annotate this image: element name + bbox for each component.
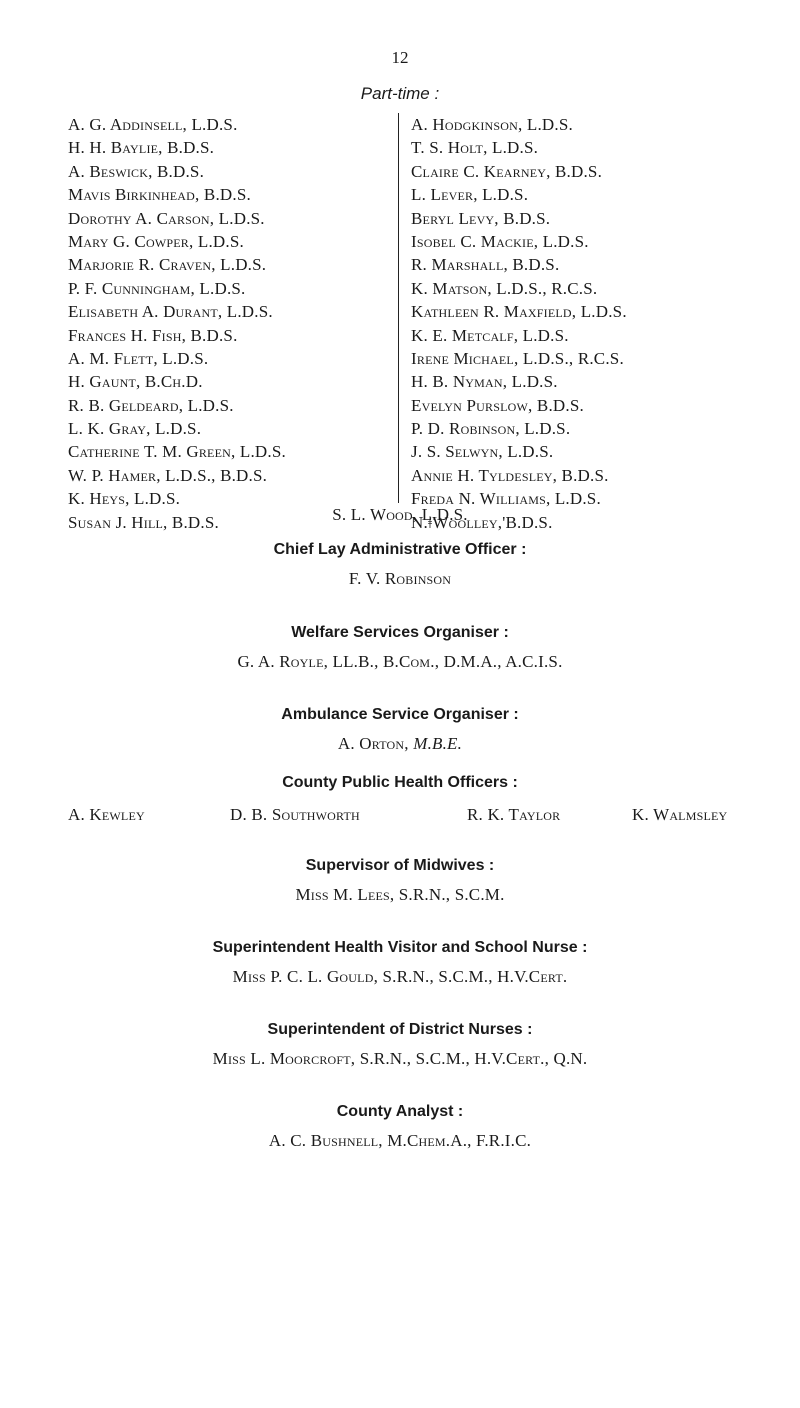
- staff-name: P. F. Cunningham, L.D.S.: [68, 278, 246, 298]
- staff-name: J. S. Selwyn, L.D.S.: [411, 442, 554, 462]
- staff-name: N.ǂWoolley,'B.D.S.: [411, 512, 553, 532]
- officer-name: F. V. Robinson: [348, 569, 452, 588]
- staff-name: H. Gaunt, B.Ch.D.: [68, 372, 203, 392]
- staff-name-final: S. L. Wood, L.D.S.: [332, 505, 468, 524]
- section-title: Supervisor of Midwives :: [305, 857, 495, 874]
- staff-name: A. Hodgkinson, L.D.S.: [411, 115, 573, 134]
- section-title: Superintendent Health Visitor and School Nurse :: [212, 939, 588, 956]
- staff-name: Evelyn Purslow, B.D.S.: [411, 395, 584, 415]
- staff-name: Annie H. Tyldesley, B.D.S.: [411, 465, 609, 485]
- staff-name: A. Beswick, B.D.S.: [68, 161, 205, 181]
- health-visitor-section: [0, 935, 800, 993]
- staff-name: A. M. Flett, L.D.S.: [68, 348, 209, 368]
- midwives-supervisor-section: [0, 853, 800, 911]
- officer-name: Miss M. Lees, S.R.N., S.C.M.: [295, 885, 505, 904]
- officer-name: G. A. Royle, LL.B., B.Com., D.M.A., A.C.I.S.: [237, 652, 563, 671]
- district-nurses-section: [0, 1017, 800, 1075]
- section-title: Welfare Services Organiser :: [291, 624, 509, 641]
- page-number: 12: [391, 48, 409, 67]
- section-title: Chief Lay Administrative Officer :: [273, 541, 527, 558]
- staff-name: Elisabeth A. Durant, L.D.S.: [68, 302, 273, 322]
- officer-name: A. Kewley: [68, 805, 145, 824]
- public-health-officers-section: [0, 770, 800, 796]
- staff-name: W. P. Hamer, L.D.S., B.D.S.: [68, 465, 268, 485]
- staff-name: H. B. Nyman, L.D.S.: [411, 372, 558, 392]
- staff-name: Beryl Levy, B.D.S.: [411, 208, 551, 228]
- staff-name: P. D. Robinson, L.D.S.: [411, 419, 571, 439]
- staff-name: H. H. Baylie, B.D.S.: [68, 138, 215, 158]
- officer-name: D. B. Southworth: [230, 805, 360, 824]
- staff-name: K. Matson, L.D.S., R.C.S.: [411, 278, 598, 298]
- ambulance-organiser-section: [0, 702, 800, 760]
- staff-name: R. B. Geldeard, L.D.S.: [68, 395, 234, 415]
- officer-name: R. K. Taylor: [467, 805, 561, 824]
- officer-name: [0, 728, 800, 760]
- staff-name: Mavis Birkinhead, B.D.S.: [68, 185, 251, 205]
- officer-name: K. Walmsley: [632, 805, 728, 824]
- staff-name: Dorothy A. Carson, L.D.S.: [68, 208, 265, 228]
- chief-lay-officer-section: [0, 537, 800, 595]
- county-analyst-section: [0, 1099, 800, 1157]
- officer-name: A. C. Bushnell, M.Chem.A., F.R.I.C.: [268, 1131, 532, 1150]
- officer-name-text: A. Orton,: [337, 734, 409, 753]
- staff-name: L. K. Gray, L.D.S.: [68, 419, 202, 439]
- part-time-heading: Part-time :: [360, 84, 440, 103]
- officer-name: Miss P. C. L. Gould, S.R.N., S.C.M., H.V.Cert.: [232, 967, 568, 986]
- staff-name: K. Heys, L.D.S.: [68, 489, 181, 509]
- section-title: County Public Health Officers :: [282, 774, 518, 791]
- public-health-officers-row: [0, 799, 800, 831]
- staff-name: Isobel C. Mackie, L.D.S.: [411, 231, 589, 251]
- section-title: County Analyst :: [336, 1103, 464, 1120]
- section-title: Ambulance Service Organiser :: [281, 706, 519, 723]
- staff-name: Catherine T. M. Green, L.D.S.: [68, 442, 286, 462]
- staff-name: L. Lever, L.D.S.: [411, 185, 529, 205]
- part-time-left-column: [68, 113, 286, 534]
- staff-name: Frances H. Fish, B.D.S.: [68, 325, 238, 345]
- staff-name: Kathleen R. Maxfield, L.D.S.: [411, 302, 627, 322]
- section-title: Superintendent of District Nurses :: [267, 1021, 533, 1038]
- officer-honour: M.B.E.: [413, 734, 463, 753]
- staff-name: R. Marshall, B.D.S.: [411, 255, 560, 275]
- welfare-organiser-section: [0, 620, 800, 678]
- staff-name: Freda N. Williams, L.D.S.: [411, 489, 601, 509]
- staff-name: K. E. Metcalf, L.D.S.: [411, 325, 569, 345]
- staff-name: Susan J. Hill, B.D.S.: [68, 512, 219, 532]
- officer-name: Miss L. Moorcroft, S.R.N., S.C.M., H.V.Cert., Q.N.: [212, 1049, 588, 1068]
- staff-name: Mary G. Cowper, L.D.S.: [68, 231, 244, 251]
- staff-name: Claire C. Kearney, B.D.S.: [411, 161, 603, 181]
- staff-name: T. S. Holt, L.D.S.: [411, 138, 539, 158]
- staff-name: A. G. Addinsell, L.D.S.: [68, 115, 238, 134]
- staff-name: Marjorie R. Craven, L.D.S.: [68, 255, 267, 275]
- staff-name: Irene Michael, L.D.S., R.C.S.: [411, 348, 624, 368]
